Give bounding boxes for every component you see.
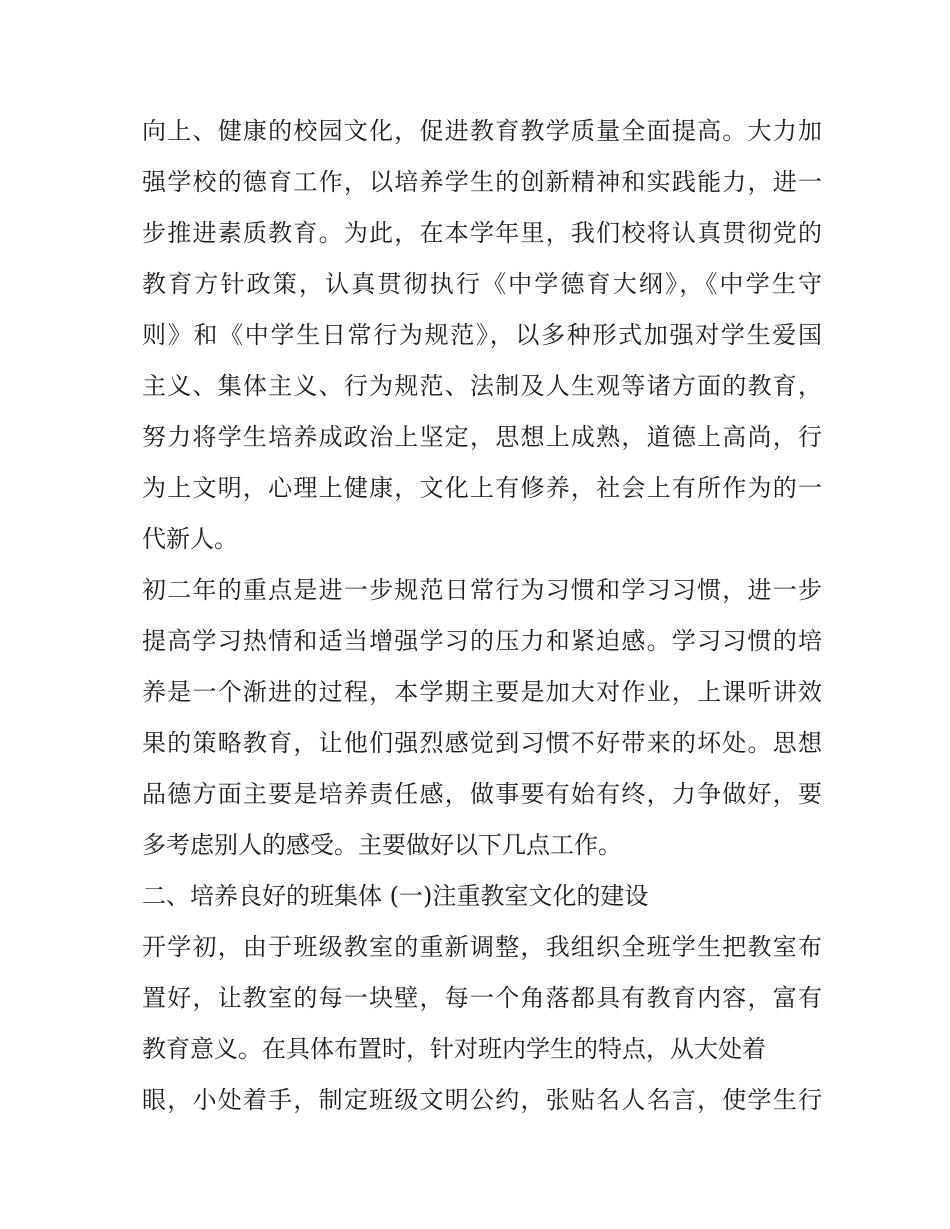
text-line: 教育意义。在具体布置时，针对班内学生的特点，从大处着 (142, 1035, 766, 1063)
text-line: 养是一个渐进的过程，本学期主要是加大对作业，上课听讲效 (142, 678, 822, 706)
text-line: 则》和《中学生日常行为规范》，以多种形式加强对学生爱国 (142, 321, 822, 349)
text-line: 果的策略教育，让他们强烈感觉到习惯不好带来的坏处。思想 (142, 729, 822, 757)
text-line: 眼，小处着手，制定班级文明公约，张贴名人名言，使学生行 (142, 1086, 822, 1114)
text-line: 主义、集体主义、行为规范、法制及人生观等诸方面的教育， (142, 372, 822, 400)
section-heading (142, 871, 822, 922)
text-line: 为上文明，心理上健康，文化上有修养，社会上有所作为的一 (142, 474, 822, 502)
section-heading-line: 二、培养良好的班集体 (一)注重教室文化的建设 (142, 882, 649, 910)
text-line: 提高学习热情和适当增强学习的压力和紧迫感。学习习惯的培 (142, 627, 822, 655)
text-line: 置好，让教室的每一块壁，每一个角落都具有教育内容，富有 (142, 984, 822, 1012)
text-line: 初二年的重点是进一步规范日常行为习惯和学习习惯，进一步 (142, 576, 822, 604)
paragraph-classroom-culture (142, 922, 822, 1126)
document-body (142, 106, 822, 1126)
text-line: 步推进素质教育。为此，在本学年里，我们校将认真贯彻党的 (142, 219, 822, 247)
text-line: 努力将学生培养成政治上坚定，思想上成熟，道德上高尚，行 (142, 423, 822, 451)
text-line: 强学校的德育工作，以培养学生的创新精神和实践能力，进一 (142, 168, 822, 196)
paragraph-intro (142, 106, 822, 565)
paragraph-grade-two-focus (142, 565, 822, 871)
text-line: 教育方针政策，认真贯彻执行《中学德育大纲》，《中学生守 (142, 270, 822, 298)
text-line: 代新人。 (142, 525, 238, 553)
text-line: 品德方面主要是培养责任感，做事要有始有终，力争做好，要 (142, 780, 822, 808)
text-line: 多考虑别人的感受。主要做好以下几点工作。 (142, 831, 622, 859)
text-line: 向上、健康的校园文化，促进教育教学质量全面提高。大力加 (142, 117, 822, 145)
text-line: 开学初，由于班级教室的重新调整，我组织全班学生把教室布 (142, 933, 822, 961)
